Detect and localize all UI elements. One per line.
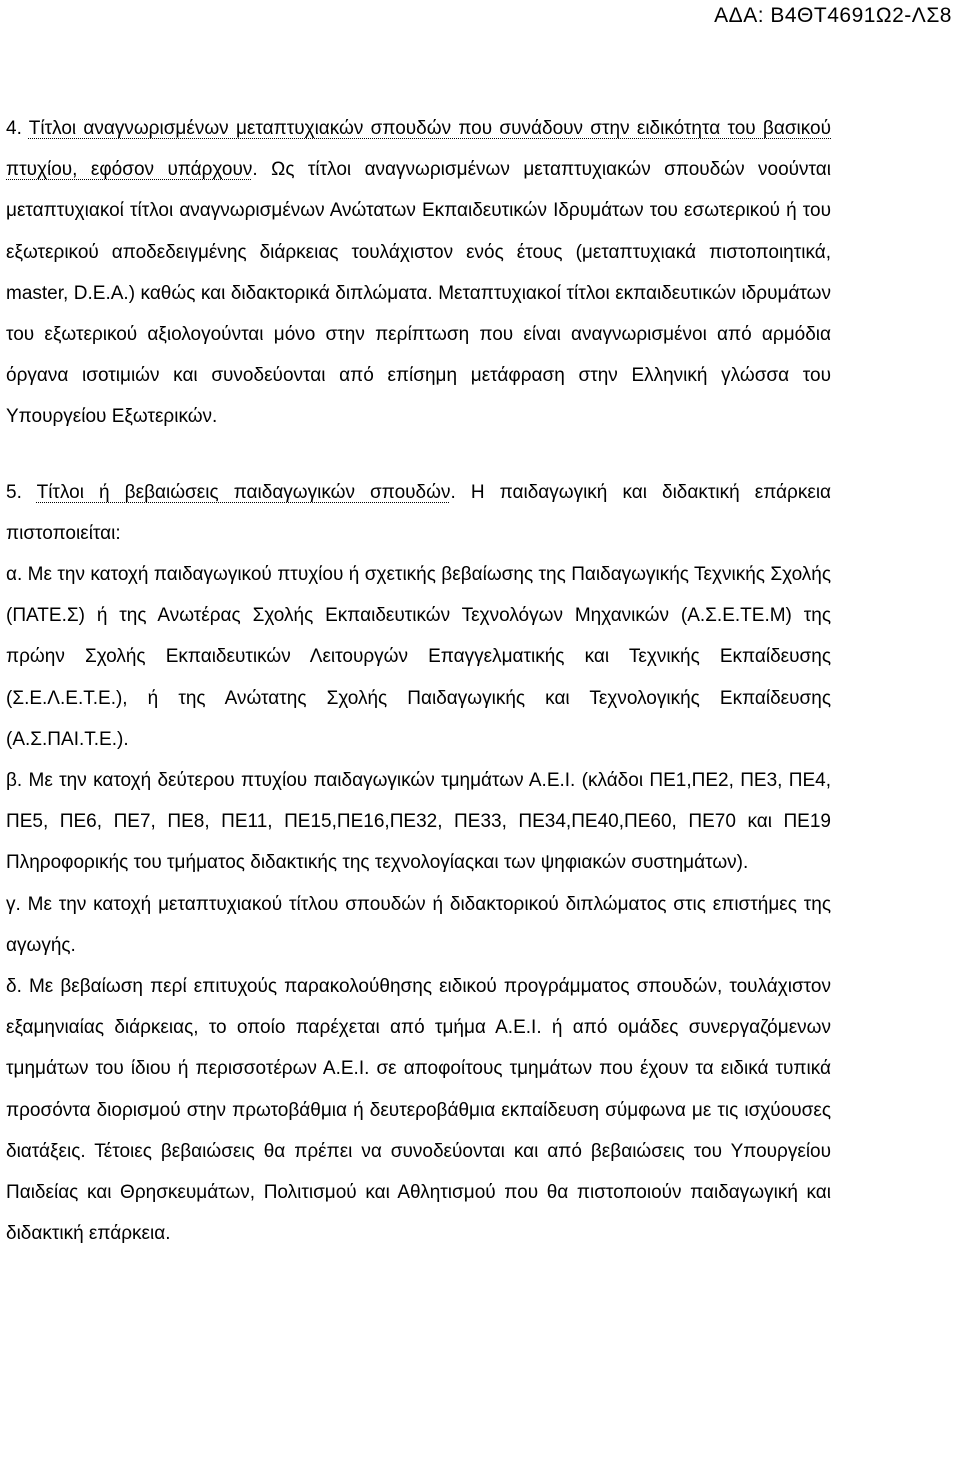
list-item-b: β. Με την κατοχή δεύτερου πτυχίου παιδαγωγικών τμημάτων Α.Ε.Ι. (κλάδοι ΠΕ1,ΠΕ2, ΠΕ3, ΠΕ4, ΠΕ5, ΠΕ6, ΠΕ7, ΠΕ8, ΠΕ11, ΠΕ15,ΠΕ16,ΠΕ32, ΠΕ33, ΠΕ34,ΠΕ40,ΠΕ60, ΠΕ70 και ΠΕ19 Πληροφορικής του τμήματος διδακτικής της τεχνολογίαςκαι των ψηφιακών συστημάτων). [6,770,831,874]
section-5-number: 5. [6,481,22,503]
document-code: ΑΔΑ: Β4ΘΤ4691Ω2-ΛΣ8 [714,4,952,27]
list-item-a: α. Με την κατοχή παιδαγωγικού πτυχίου ή σχετικής βεβαίωσης της Παιδαγωγικής Τεχνικής Σχολής (ΠΑΤΕ.Σ) ή της Ανωτέρας Σχολής Εκπαιδευτικών Τεχνολόγων Μηχανικών (Α.Σ.Ε.ΤΕ.Μ) της πρώην Σχολής Εκπαιδευτικών Λειτουργών Επαγγελματικής και Τεχνικής Εκπαίδευσης (Σ.Ε.Λ.Ε.Τ.Ε.), ή της Ανώτατης Σχολής Παιδαγωγικής και Τεχνολογικής Εκπαίδευσης (Α.Σ.ΠΑΙ.Τ.Ε.). [6,564,831,750]
section-5-text: . Η παιδαγωγική και διδακτική επάρκεια πιστοποιείται: [6,481,832,544]
section-4 [6,108,831,438]
section-gap [6,438,831,472]
section-5 [6,472,831,554]
section-4-heading: Τίτλοι αναγνωρισμένων μεταπτυχιακών σπουδών που συνάδουν στην ειδικότητα του βασικού πτυχίου, εφόσον υπάρχουν [6,118,831,181]
section-4-text: . Ως τίτλοι αναγνωρισμένων μεταπτυχιακών σπουδών νοούνται μεταπτυχιακοί τίτλοι αναγνωρισμένων Ανώτατων Εκπαιδευτικών Ιδρυμάτων του εσωτερικού ή του εξωτερικού αποδεδειγμένης διάρκειας τουλάχιστον ενός έτους (μεταπτυχιακά πιστοποιητικά, master, D.E.A.) καθώς και διδακτορικά διπλώματα. Μεταπτυχιακοί τίτλοι εκπαιδευτικών ιδρυμάτων του εξωτερικού αξιολογούνται μόνο στην περίπτωση που είναι αναγνωρισμένοι από αρμόδια όργανα ισοτιμιών και συνοδεύονται από επίσημη μετάφραση στην Ελληνική γλώσσα του Υπουργείου Εξωτερικών. [6,159,832,428]
section-5-heading: Τίτλοι ή βεβαιώσεις παιδαγωγικών σπουδών [36,481,451,503]
section-4-number: 4. [6,118,22,139]
list-item-d: δ. Με βεβαίωση περί επιτυχούς παρακολούθησης ειδικού προγράμματος σπουδών, τουλάχιστον εξαμηνιαίας διάρκειας, το οποίο παρέχεται από τμήμα Α.Ε.Ι. ή από ομάδες συνεργαζόμενων τμημάτων του ίδιου ή περισσοτέρων Α.Ε.Ι. σε αποφοίτους τμημάτων που έχουν τα ειδικά τυπικά προσόντα διορισμού στην πρωτοβάθμια ή δευτεροβάθμια εκπαίδευση σύμφωνα με τις ισχύουσες διατάξεις. Τέτοιες βεβαιώσεις θα πρέπει να συνοδεύονται και από βεβαιώσεις του Υπουργείου Παιδείας και Θρησκευμάτων, Πολιτισμού και Αθλητισμού που θα πιστοποιούν παιδαγωγική και διδακτική επάρκεια. [6,976,831,1245]
document-body [6,108,831,1254]
list-item-c: γ. Με την κατοχή μεταπτυχιακού τίτλου σπουδών ή διδακτορικού διπλώματος στις επιστήμες της αγωγής. [6,893,831,956]
